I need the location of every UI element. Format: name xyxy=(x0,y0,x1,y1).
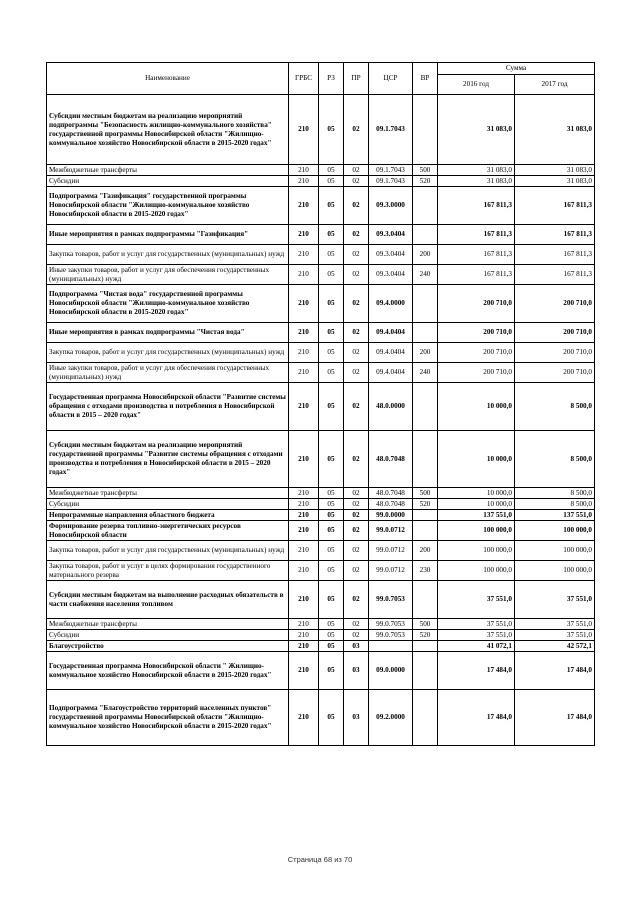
row-grbs: 210 xyxy=(289,95,319,165)
table-row xyxy=(47,285,595,323)
row-sum-2016: 10 000,0 xyxy=(438,488,515,499)
header-sum: Сумма xyxy=(438,63,595,75)
row-sum-2017: 8 500,0 xyxy=(515,383,595,431)
row-vr: 200 xyxy=(413,245,438,265)
row-name: Подпрограмма "Чистая вода" государственной программы Новосибирской области "Жилищно-коммунальное хозяйство Новосибирской области в 2015-2020 годах" xyxy=(47,285,289,323)
row-sum-2016: 100 000,0 xyxy=(438,521,515,541)
row-name: Иные мероприятия в рамках подпрограммы "Газификация" xyxy=(47,225,289,245)
row-pr: 02 xyxy=(344,499,369,510)
row-pr: 02 xyxy=(344,343,369,363)
table-row xyxy=(47,581,595,619)
row-sum-2017: 42 572,1 xyxy=(515,641,595,652)
row-grbs: 210 xyxy=(289,499,319,510)
row-pr: 02 xyxy=(344,431,369,488)
row-csr: 09.3.0404 xyxy=(369,265,413,285)
row-rz: 05 xyxy=(319,187,344,225)
row-rz: 05 xyxy=(319,265,344,285)
row-name: Иные закупки товаров, работ и услуг для обеспечения государственных (муниципальных) нужд xyxy=(47,265,289,285)
row-csr: 09.3.0000 xyxy=(369,187,413,225)
row-sum-2016: 167 811,3 xyxy=(438,265,515,285)
row-grbs: 210 xyxy=(289,561,319,581)
row-vr xyxy=(413,383,438,431)
row-csr xyxy=(369,641,413,652)
table-row xyxy=(47,176,595,187)
page-footer: Страница 68 из 70 xyxy=(287,855,353,864)
row-csr: 99.0.7053 xyxy=(369,630,413,641)
row-csr: 09.4.0404 xyxy=(369,323,413,343)
row-pr: 02 xyxy=(344,541,369,561)
row-rz: 05 xyxy=(319,561,344,581)
row-name: Подпрограмма "Благоустройство территорий населенных пунктов" государственной программы Новосибирской области "Жилищно-коммунальное хозяйство Новосибирской области в 2015-2020 годах" xyxy=(47,690,289,746)
row-csr: 99.0.7053 xyxy=(369,619,413,630)
row-csr: 99.0.0712 xyxy=(369,561,413,581)
table-row xyxy=(47,630,595,641)
row-vr xyxy=(413,187,438,225)
table-row xyxy=(47,225,595,245)
row-csr: 48.0.0000 xyxy=(369,383,413,431)
row-grbs: 210 xyxy=(289,383,319,431)
row-rz: 05 xyxy=(319,431,344,488)
row-sum-2017: 8 500,0 xyxy=(515,488,595,499)
row-pr: 02 xyxy=(344,176,369,187)
table-row xyxy=(47,245,595,265)
row-grbs: 210 xyxy=(289,581,319,619)
row-rz: 05 xyxy=(319,176,344,187)
row-pr: 02 xyxy=(344,225,369,245)
row-rz: 05 xyxy=(319,95,344,165)
row-csr: 09.0.0000 xyxy=(369,652,413,690)
row-vr: 500 xyxy=(413,165,438,176)
row-grbs: 210 xyxy=(289,187,319,225)
table-row xyxy=(47,510,595,521)
row-rz: 05 xyxy=(319,630,344,641)
row-rz: 05 xyxy=(319,541,344,561)
row-rz: 05 xyxy=(319,619,344,630)
row-pr: 02 xyxy=(344,323,369,343)
row-sum-2016: 31 083,0 xyxy=(438,95,515,165)
row-pr: 02 xyxy=(344,630,369,641)
row-name: Субсидии xyxy=(47,499,289,510)
table-row xyxy=(47,265,595,285)
row-name: Иные мероприятия в рамках подпрограммы "Чистая вода" xyxy=(47,323,289,343)
row-csr: 09.4.0000 xyxy=(369,285,413,323)
table-row xyxy=(47,499,595,510)
row-sum-2016: 167 811,3 xyxy=(438,187,515,225)
row-sum-2017: 167 811,3 xyxy=(515,187,595,225)
row-sum-2016: 37 551,0 xyxy=(438,581,515,619)
row-name: Субсидии местным бюджетам на реализацию мероприятий подпрограммы "Безопасность жилищно-коммунального хозяйства" государственной программы Новосибирской области "Жилищно-коммунальное хозяйство Новосибирской области в 2015-2020 годах" xyxy=(47,95,289,165)
table-row xyxy=(47,619,595,630)
row-grbs: 210 xyxy=(289,521,319,541)
row-vr xyxy=(413,581,438,619)
table-row xyxy=(47,652,595,690)
row-pr: 02 xyxy=(344,285,369,323)
row-vr: 230 xyxy=(413,561,438,581)
row-pr: 02 xyxy=(344,488,369,499)
row-rz: 05 xyxy=(319,641,344,652)
table-row xyxy=(47,187,595,225)
row-grbs: 210 xyxy=(289,245,319,265)
row-grbs: 210 xyxy=(289,619,319,630)
row-sum-2017: 31 083,0 xyxy=(515,176,595,187)
row-vr: 200 xyxy=(413,343,438,363)
row-sum-2017: 100 000,0 xyxy=(515,561,595,581)
row-vr xyxy=(413,431,438,488)
row-vr xyxy=(413,652,438,690)
row-grbs: 210 xyxy=(289,323,319,343)
table-row xyxy=(47,343,595,363)
row-csr: 48.0.7048 xyxy=(369,499,413,510)
row-name: Субсидии xyxy=(47,176,289,187)
row-grbs: 210 xyxy=(289,690,319,746)
row-name: Субсидии местным бюджетам на реализацию мероприятий государственной программы "Развитие системы обращения с отходами производства и потребления в Новосибирской области в 2015 – 2020 годах" xyxy=(47,431,289,488)
row-csr: 09.4.0404 xyxy=(369,343,413,363)
row-name: Государственная программа Новосибирской области "Развитие системы обращения с отходами производства и потребления в Новосибирской области в 2015 – 2020 годах" xyxy=(47,383,289,431)
row-csr: 09.1.7043 xyxy=(369,176,413,187)
row-pr: 02 xyxy=(344,581,369,619)
row-vr xyxy=(413,521,438,541)
row-grbs: 210 xyxy=(289,641,319,652)
row-sum-2016: 17 484,0 xyxy=(438,652,515,690)
row-rz: 05 xyxy=(319,652,344,690)
row-csr: 99.0.0712 xyxy=(369,541,413,561)
row-sum-2016: 200 710,0 xyxy=(438,285,515,323)
row-name: Государственная программа Новосибирской области " Жилищно-коммунальное хозяйство Новосибирской области в 2015-2020 годах" xyxy=(47,652,289,690)
row-vr: 520 xyxy=(413,499,438,510)
row-csr: 09.4.0404 xyxy=(369,363,413,383)
row-sum-2017: 17 484,0 xyxy=(515,652,595,690)
row-rz: 05 xyxy=(319,285,344,323)
row-rz: 05 xyxy=(319,245,344,265)
table-row xyxy=(47,641,595,652)
header-name: Наименование xyxy=(47,63,289,95)
row-sum-2016: 200 710,0 xyxy=(438,343,515,363)
row-csr: 09.3.0404 xyxy=(369,245,413,265)
row-csr: 48.0.7048 xyxy=(369,431,413,488)
row-rz: 05 xyxy=(319,510,344,521)
row-grbs: 210 xyxy=(289,510,319,521)
row-rz: 05 xyxy=(319,521,344,541)
row-vr: 200 xyxy=(413,541,438,561)
row-rz: 05 xyxy=(319,225,344,245)
row-pr: 02 xyxy=(344,187,369,225)
row-rz: 05 xyxy=(319,363,344,383)
table-row xyxy=(47,521,595,541)
row-pr: 03 xyxy=(344,652,369,690)
row-name: Закупка товаров, работ и услуг для государственных (муниципальных) нужд xyxy=(47,245,289,265)
table-row xyxy=(47,95,595,165)
table-row xyxy=(47,383,595,431)
row-sum-2017: 137 551,0 xyxy=(515,510,595,521)
row-sum-2016: 10 000,0 xyxy=(438,431,515,488)
row-sum-2017: 100 000,0 xyxy=(515,541,595,561)
row-csr: 09.3.0404 xyxy=(369,225,413,245)
row-csr: 09.2.0000 xyxy=(369,690,413,746)
row-name: Иные закупки товаров, работ и услуг для обеспечения государственных (муниципальных) нужд xyxy=(47,363,289,383)
row-vr: 500 xyxy=(413,488,438,499)
row-sum-2016: 100 000,0 xyxy=(438,541,515,561)
row-pr: 02 xyxy=(344,383,369,431)
row-pr: 02 xyxy=(344,510,369,521)
row-sum-2016: 100 000,0 xyxy=(438,561,515,581)
row-sum-2017: 200 710,0 xyxy=(515,363,595,383)
row-grbs: 210 xyxy=(289,176,319,187)
row-grbs: 210 xyxy=(289,343,319,363)
row-sum-2017: 37 551,0 xyxy=(515,630,595,641)
row-name: Межбюджетные трансферты xyxy=(47,488,289,499)
row-name: Субсидии xyxy=(47,630,289,641)
row-vr: 240 xyxy=(413,265,438,285)
row-rz: 05 xyxy=(319,499,344,510)
row-sum-2017: 37 551,0 xyxy=(515,581,595,619)
table-row xyxy=(47,488,595,499)
row-sum-2016: 31 083,0 xyxy=(438,176,515,187)
row-name: Межбюджетные трансферты xyxy=(47,619,289,630)
row-csr: 99.0.0000 xyxy=(369,510,413,521)
header-grbs: ГРБС xyxy=(289,63,319,95)
row-vr xyxy=(413,225,438,245)
row-sum-2017: 167 811,3 xyxy=(515,225,595,245)
row-pr: 02 xyxy=(344,265,369,285)
row-rz: 05 xyxy=(319,488,344,499)
row-pr: 03 xyxy=(344,690,369,746)
row-name: Закупка товаров, работ и услуг для государственных (муниципальных) нужд xyxy=(47,541,289,561)
header-vr: ВР xyxy=(413,63,438,95)
row-name: Субсидии местным бюджетам на выполнение расходных обязательств в части снабжения населения топливом xyxy=(47,581,289,619)
row-sum-2016: 200 710,0 xyxy=(438,323,515,343)
row-sum-2016: 137 551,0 xyxy=(438,510,515,521)
row-pr: 02 xyxy=(344,561,369,581)
row-name: Благоустройство xyxy=(47,641,289,652)
row-sum-2016: 17 484,0 xyxy=(438,690,515,746)
header-pr: ПР xyxy=(344,63,369,95)
row-vr xyxy=(413,95,438,165)
row-pr: 02 xyxy=(344,521,369,541)
row-sum-2017: 200 710,0 xyxy=(515,343,595,363)
row-sum-2017: 167 811,3 xyxy=(515,245,595,265)
table-row xyxy=(47,431,595,488)
row-vr xyxy=(413,641,438,652)
header-2017: 2017 год xyxy=(515,75,595,95)
row-sum-2016: 167 811,3 xyxy=(438,225,515,245)
row-pr: 02 xyxy=(344,363,369,383)
row-grbs: 210 xyxy=(289,285,319,323)
row-sum-2016: 37 551,0 xyxy=(438,630,515,641)
row-name: Межбюджетные трансферты xyxy=(47,165,289,176)
row-sum-2017: 200 710,0 xyxy=(515,285,595,323)
row-pr: 03 xyxy=(344,641,369,652)
row-sum-2017: 17 484,0 xyxy=(515,690,595,746)
row-sum-2017: 8 500,0 xyxy=(515,499,595,510)
row-grbs: 210 xyxy=(289,265,319,285)
row-name: Закупка товаров, работ и услуг в целях формирования государственного материального резерва xyxy=(47,561,289,581)
row-sum-2016: 37 551,0 xyxy=(438,619,515,630)
row-grbs: 210 xyxy=(289,541,319,561)
row-grbs: 210 xyxy=(289,652,319,690)
row-csr: 99.0.7053 xyxy=(369,581,413,619)
table-row xyxy=(47,323,595,343)
row-rz: 05 xyxy=(319,165,344,176)
row-vr: 520 xyxy=(413,630,438,641)
row-sum-2017: 8 500,0 xyxy=(515,431,595,488)
table-row xyxy=(47,690,595,746)
row-sum-2017: 167 811,3 xyxy=(515,265,595,285)
row-pr: 02 xyxy=(344,95,369,165)
table-row xyxy=(47,561,595,581)
table-row xyxy=(47,363,595,383)
row-rz: 05 xyxy=(319,581,344,619)
row-vr xyxy=(413,285,438,323)
header-csr: ЦСР xyxy=(369,63,413,95)
row-sum-2016: 167 811,3 xyxy=(438,245,515,265)
table-row xyxy=(47,541,595,561)
row-vr: 520 xyxy=(413,176,438,187)
row-csr: 99.0.0712 xyxy=(369,521,413,541)
row-name: Формирование резерва топливно-энергетических ресурсов Новосибирской области xyxy=(47,521,289,541)
row-grbs: 210 xyxy=(289,431,319,488)
row-grbs: 210 xyxy=(289,488,319,499)
row-sum-2017: 37 551,0 xyxy=(515,619,595,630)
table-row xyxy=(47,165,595,176)
row-sum-2017: 200 710,0 xyxy=(515,323,595,343)
row-csr: 48.0.7048 xyxy=(369,488,413,499)
row-pr: 02 xyxy=(344,619,369,630)
budget-table xyxy=(46,62,595,746)
row-sum-2017: 31 083,0 xyxy=(515,165,595,176)
row-sum-2016: 41 072,1 xyxy=(438,641,515,652)
row-sum-2017: 100 000,0 xyxy=(515,521,595,541)
row-rz: 05 xyxy=(319,343,344,363)
row-vr: 500 xyxy=(413,619,438,630)
row-vr xyxy=(413,690,438,746)
row-sum-2016: 10 000,0 xyxy=(438,499,515,510)
row-name: Непрограммные направления областного бюджета xyxy=(47,510,289,521)
row-name: Закупка товаров, работ и услуг для государственных (муниципальных) нужд xyxy=(47,343,289,363)
row-sum-2016: 31 083,0 xyxy=(438,165,515,176)
row-pr: 02 xyxy=(344,245,369,265)
row-grbs: 210 xyxy=(289,363,319,383)
row-grbs: 210 xyxy=(289,630,319,641)
header-rz: РЗ xyxy=(319,63,344,95)
row-sum-2016: 200 710,0 xyxy=(438,363,515,383)
row-rz: 05 xyxy=(319,383,344,431)
row-csr: 09.1.7043 xyxy=(369,95,413,165)
row-pr: 02 xyxy=(344,165,369,176)
header-2016: 2016 год xyxy=(438,75,515,95)
row-grbs: 210 xyxy=(289,165,319,176)
row-rz: 05 xyxy=(319,690,344,746)
row-vr xyxy=(413,323,438,343)
row-sum-2017: 31 083,0 xyxy=(515,95,595,165)
row-grbs: 210 xyxy=(289,225,319,245)
row-sum-2016: 10 000,0 xyxy=(438,383,515,431)
row-rz: 05 xyxy=(319,323,344,343)
row-name: Подпрограмма "Газификация" государственной программы Новосибирской области "Жилищно-коммунальное хозяйство Новосибирской области в 2015-2020 годах" xyxy=(47,187,289,225)
row-vr: 240 xyxy=(413,363,438,383)
row-vr xyxy=(413,510,438,521)
row-csr: 09.1.7043 xyxy=(369,165,413,176)
